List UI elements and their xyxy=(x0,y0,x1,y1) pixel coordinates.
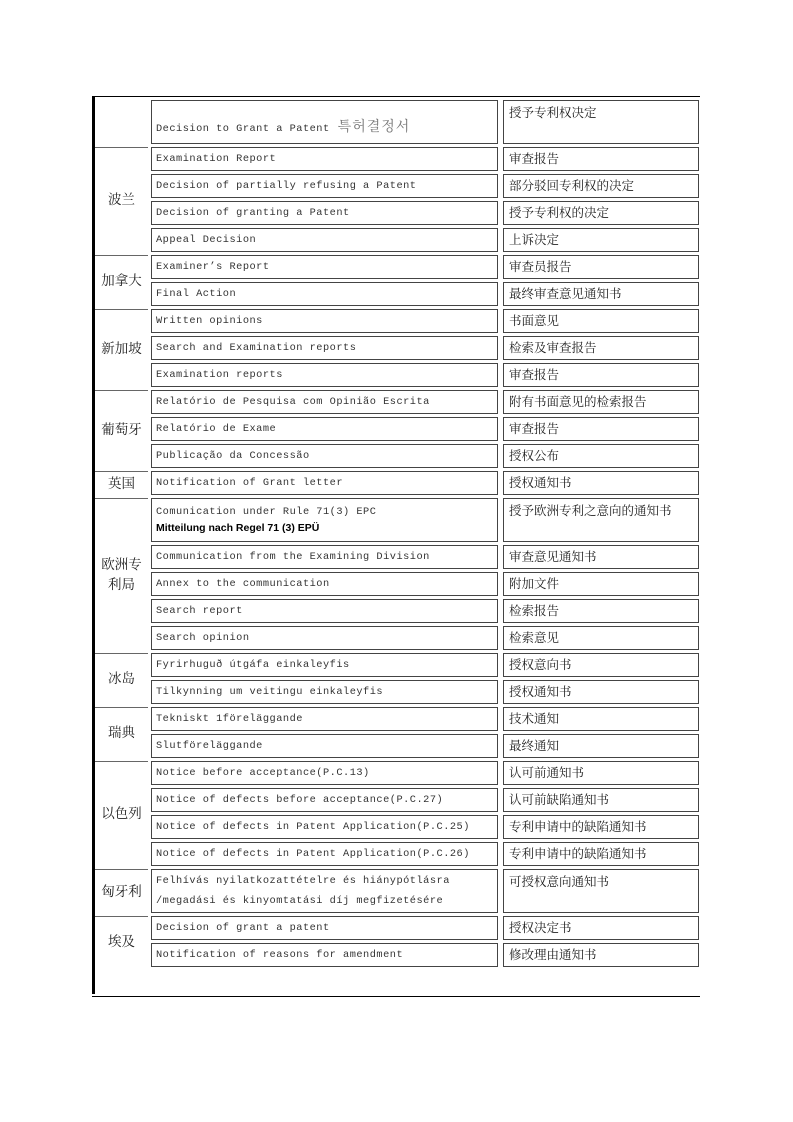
document-name-en: Annex to the communication xyxy=(151,572,498,596)
table-row xyxy=(95,707,699,731)
country-cell-portugal: 葡萄牙 xyxy=(95,390,148,468)
document-name-en: Notification of Grant letter xyxy=(151,471,498,495)
table-row xyxy=(95,842,699,866)
document-name-en: Tilkynning um veitingu einkaleyfis xyxy=(151,680,498,704)
document-name-zh: 授权通知书 xyxy=(503,680,699,704)
country-cell-korea xyxy=(95,100,148,144)
document-name-en xyxy=(151,498,498,542)
document-name-en: Decision of partially refusing a Patent xyxy=(151,174,498,198)
document-name-en: Notice before acceptance(P.C.13) xyxy=(151,761,498,785)
table-row xyxy=(95,363,699,387)
document-name-en: Search opinion xyxy=(151,626,498,650)
document-name-zh: 授权通知书 xyxy=(503,471,699,495)
document-name-zh: 授权决定书 xyxy=(503,916,699,940)
document-name-zh: 审查报告 xyxy=(503,417,699,441)
table-row xyxy=(95,174,699,198)
table-row xyxy=(95,545,699,569)
table-row xyxy=(95,100,699,144)
document-name-en: Relatório de Exame xyxy=(151,417,498,441)
document-name-en: Examiner’s Report xyxy=(151,255,498,279)
table-row xyxy=(95,626,699,650)
table-row xyxy=(95,653,699,677)
table-row xyxy=(95,417,699,441)
table-row xyxy=(95,390,699,414)
table-row xyxy=(95,943,699,967)
document-name-text: Comunication under Rule 71(3) EPC xyxy=(156,506,377,518)
document-name-zh: 认可前通知书 xyxy=(503,761,699,785)
document-name-zh: 专利申请中的缺陷通知书 xyxy=(503,842,699,866)
patent-document-table xyxy=(95,97,699,970)
document-name-text: Felhívás nyilatkozattételre és hiánypótlásra xyxy=(156,875,450,887)
document-name-en: Notification of reasons for amendment xyxy=(151,943,498,967)
document-name-zh: 附有书面意见的检索报告 xyxy=(503,390,699,414)
document-name-zh: 授予专利权的决定 xyxy=(503,201,699,225)
document-name-en: Notice of defects before acceptance(P.C.27) xyxy=(151,788,498,812)
document-name-en: Decision of grant a patent xyxy=(151,916,498,940)
document-name-en: Notice of defects in Patent Application(P.C.25) xyxy=(151,815,498,839)
document-name-en: Examination reports xyxy=(151,363,498,387)
country-cell-hungary: 匈牙利 xyxy=(95,869,148,913)
document-name-zh: 最终审查意见通知书 xyxy=(503,282,699,306)
document-name-zh: 专利申请中的缺陷通知书 xyxy=(503,815,699,839)
table-row xyxy=(95,309,699,333)
table-row xyxy=(95,147,699,171)
document-name-zh: 授予欧洲专利之意向的通知书 xyxy=(503,498,699,542)
country-cell-poland: 波兰 xyxy=(95,147,148,252)
country-label-line: 欧洲专 xyxy=(101,556,142,573)
country-cell-epo xyxy=(95,498,148,650)
table-row xyxy=(95,572,699,596)
table-row xyxy=(95,498,699,542)
document-name-zh: 部分驳回专利权的决定 xyxy=(503,174,699,198)
country-cell-egypt: 埃及 xyxy=(95,916,148,967)
table-row xyxy=(95,282,699,306)
table-row xyxy=(95,680,699,704)
document-name-zh: 审查报告 xyxy=(503,363,699,387)
table-row xyxy=(95,815,699,839)
document-name-zh: 认可前缺陷通知书 xyxy=(503,788,699,812)
table-bottom-border xyxy=(92,996,700,997)
document-name-zh: 最终通知 xyxy=(503,734,699,758)
table-row xyxy=(95,471,699,495)
country-label-line: 利局 xyxy=(108,576,135,593)
document-name-zh: 授权意向书 xyxy=(503,653,699,677)
document-name-zh: 检索及审查报告 xyxy=(503,336,699,360)
document-name-en: Notice of defects in Patent Application(P.C.26) xyxy=(151,842,498,866)
table-row xyxy=(95,916,699,940)
document-name-en xyxy=(151,869,498,913)
document-name-text: Decision to Grant a Patent xyxy=(156,123,330,135)
country-cell-israel: 以色列 xyxy=(95,761,148,866)
german-document-name: Mitteilung nach Regel 71 (3) EPÜ xyxy=(156,522,320,534)
table-row xyxy=(95,734,699,758)
document-name-zh: 审查意见通知书 xyxy=(503,545,699,569)
document-name-zh: 上诉决定 xyxy=(503,228,699,252)
document-name-en: Communication from the Examining Division xyxy=(151,545,498,569)
document-name-zh: 可授权意向通知书 xyxy=(503,869,699,913)
document-name-en: Slutföreläggande xyxy=(151,734,498,758)
document-name-en: Tekniskt 1föreläggande xyxy=(151,707,498,731)
table-row xyxy=(95,444,699,468)
table-row xyxy=(95,869,699,913)
country-cell-uk: 英国 xyxy=(95,471,148,495)
document-name-en: Publicação da Concessão xyxy=(151,444,498,468)
document-name-en: Appeal Decision xyxy=(151,228,498,252)
document-name-en: Search and Examination reports xyxy=(151,336,498,360)
document-name-zh: 授权公布 xyxy=(503,444,699,468)
table-row xyxy=(95,761,699,785)
document-name-en: Fyrirhuguð útgáfa einkaleyfis xyxy=(151,653,498,677)
country-cell-iceland: 冰岛 xyxy=(95,653,148,704)
document-name-en: Search report xyxy=(151,599,498,623)
document-name-en: Final Action xyxy=(151,282,498,306)
document-name-en: Examination Report xyxy=(151,147,498,171)
document-name-zh: 书面意见 xyxy=(503,309,699,333)
document-name-zh: 检索意见 xyxy=(503,626,699,650)
document-name-text: /megadási és kinyomtatási díj megfizetésére xyxy=(156,895,444,907)
document-name-zh: 审查员报告 xyxy=(503,255,699,279)
country-cell-sweden: 瑞典 xyxy=(95,707,148,758)
table-row xyxy=(95,201,699,225)
table-row xyxy=(95,228,699,252)
document-name-zh: 审查报告 xyxy=(503,147,699,171)
document-name-en: Relatório de Pesquisa com Opinião Escrita xyxy=(151,390,498,414)
document-name-en: Decision of granting a Patent xyxy=(151,201,498,225)
document-name-en xyxy=(151,100,498,144)
table-row xyxy=(95,599,699,623)
document-name-zh: 检索报告 xyxy=(503,599,699,623)
document-name-zh: 附加文件 xyxy=(503,572,699,596)
document-name-zh: 授予专利权决定 xyxy=(503,100,699,144)
document-name-zh: 修改理由通知书 xyxy=(503,943,699,967)
country-cell-canada: 加拿大 xyxy=(95,255,148,306)
table-row xyxy=(95,336,699,360)
table-row xyxy=(95,788,699,812)
document-name-zh: 技术通知 xyxy=(503,707,699,731)
document-name-en: Written opinions xyxy=(151,309,498,333)
country-cell-singapore: 新加坡 xyxy=(95,309,148,387)
table-row xyxy=(95,255,699,279)
korean-document-name: 특허결정서 xyxy=(337,119,411,135)
